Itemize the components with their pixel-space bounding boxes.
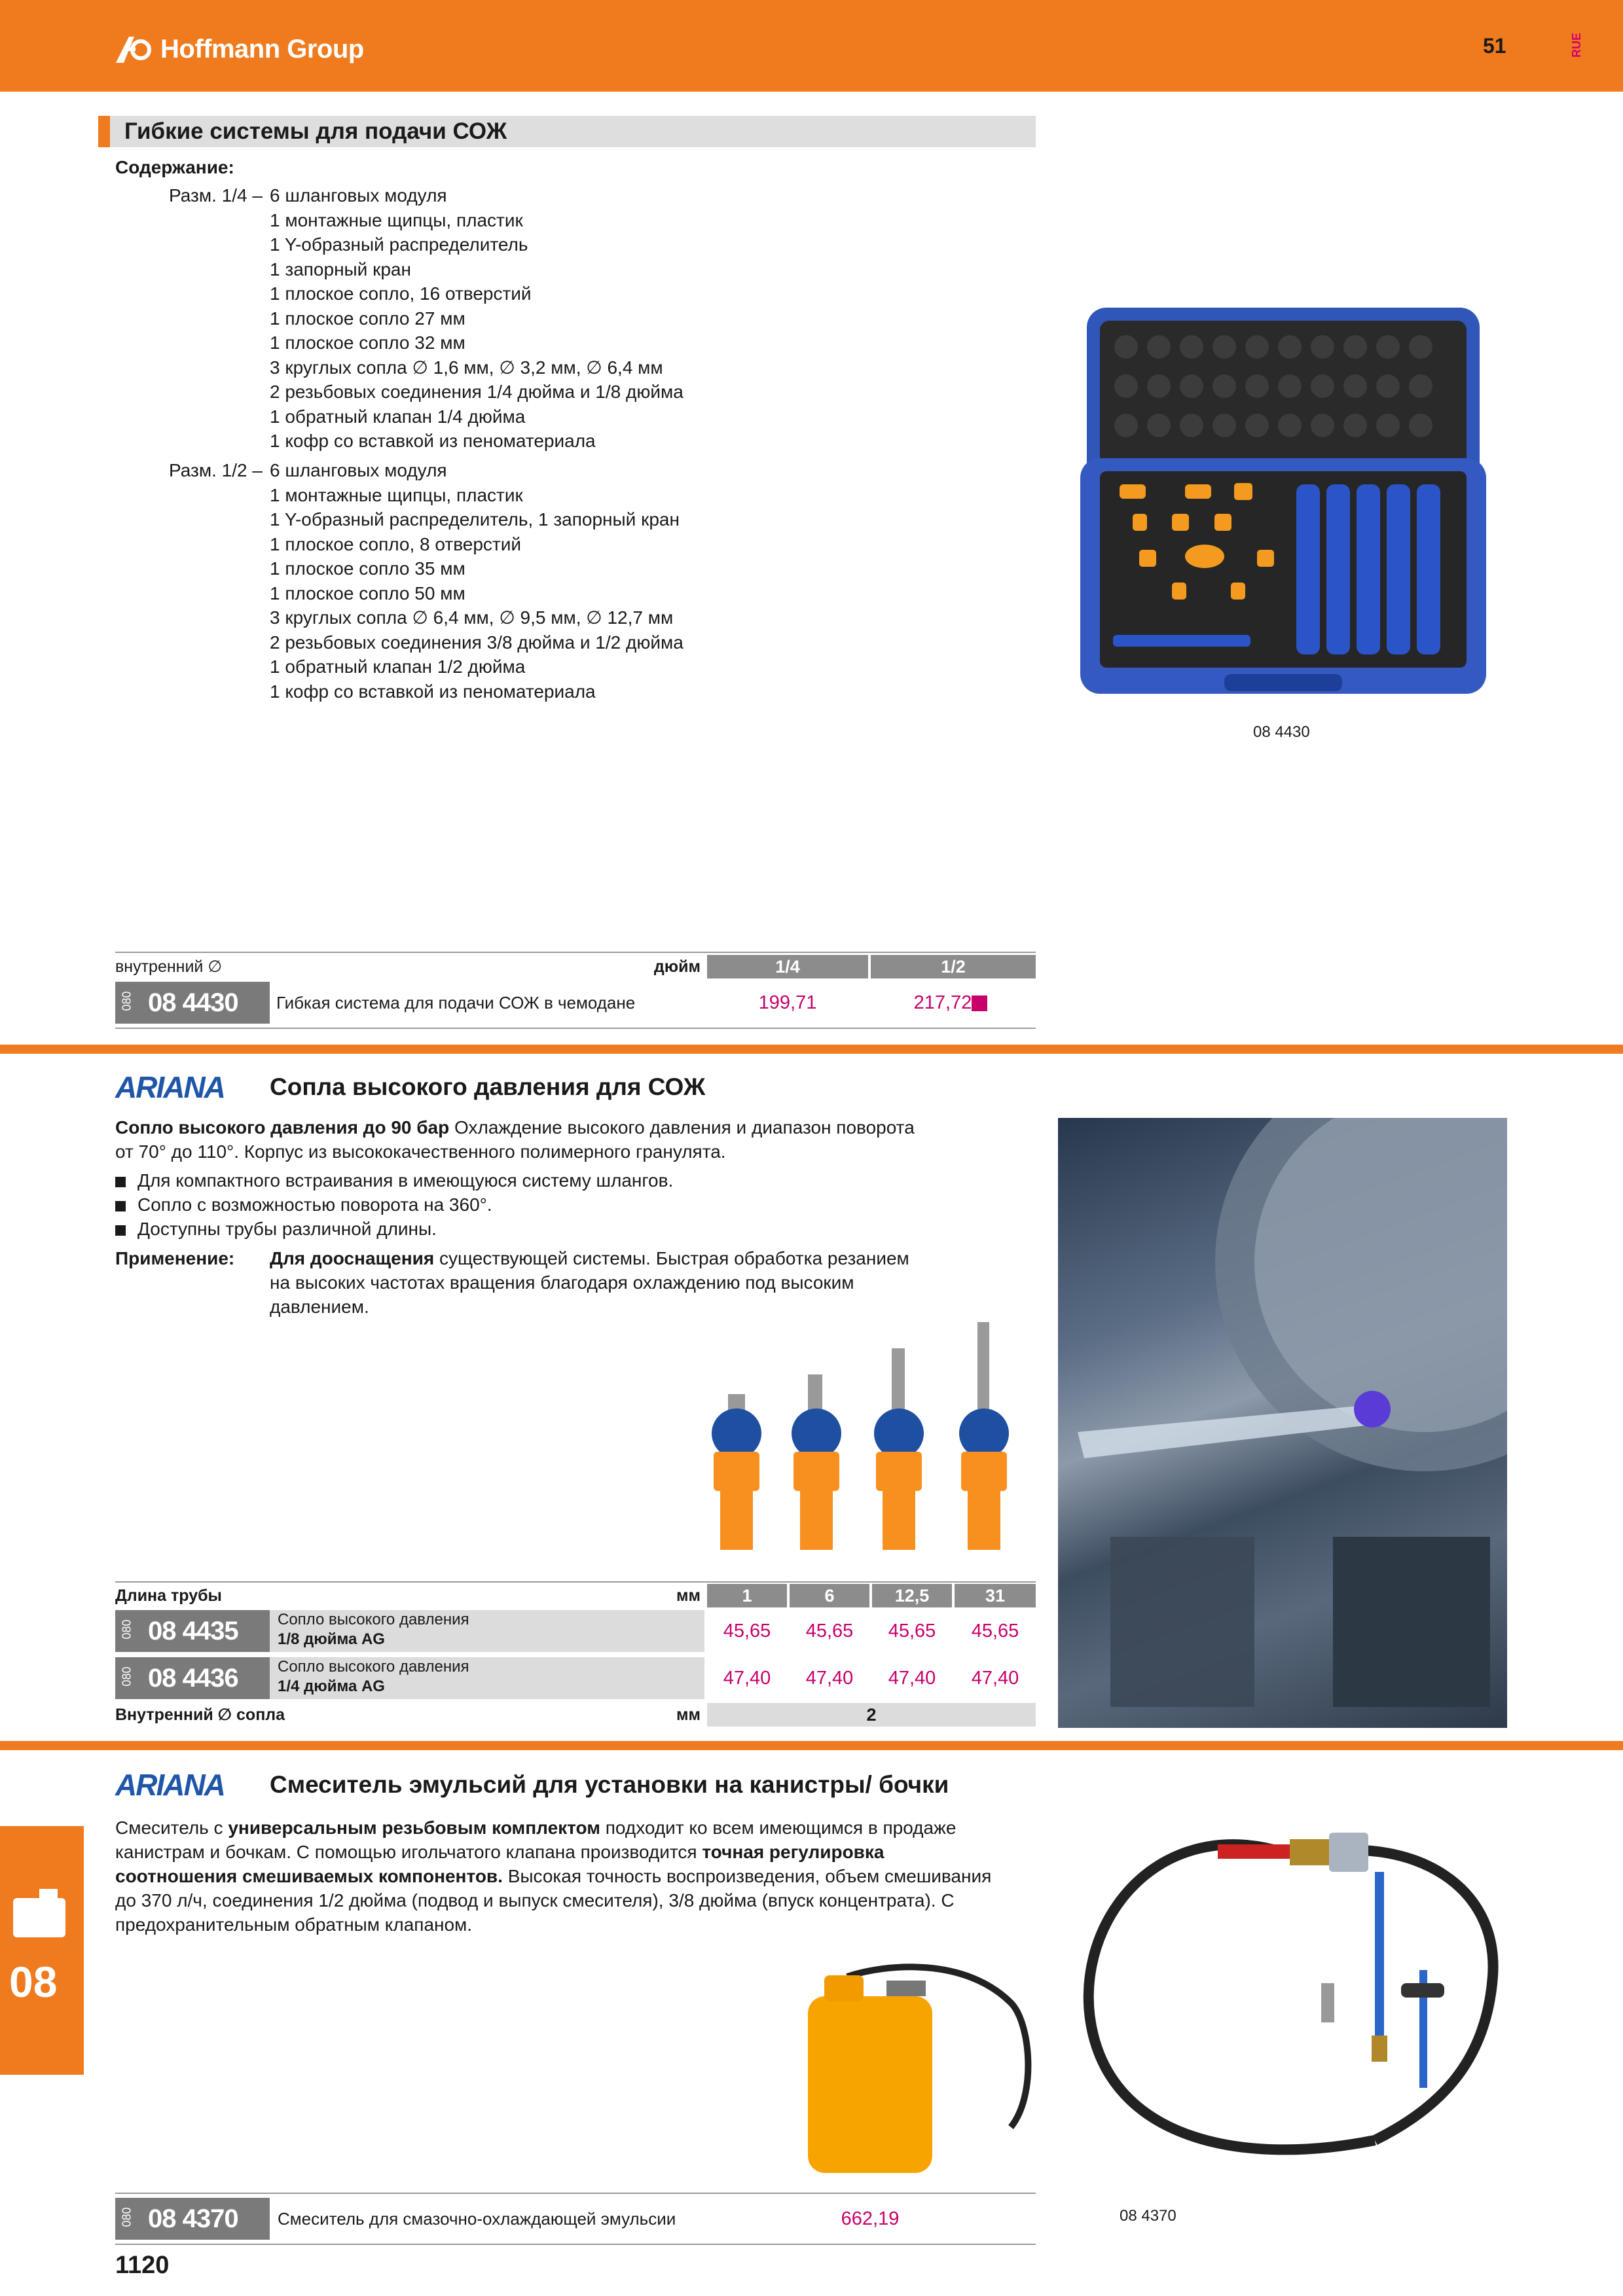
- order-number: 08 4370: [148, 2204, 238, 2233]
- section3-title: Смеситель эмульсий для установки на канистры/ бочки: [270, 1771, 949, 1798]
- col-header: 12,5: [872, 1584, 952, 1607]
- list-item: 1 плоское сопло 50 мм: [270, 583, 465, 603]
- unit-label: мм: [676, 1586, 701, 1605]
- col-header: 31: [955, 1584, 1036, 1607]
- size1-list: [270, 183, 684, 454]
- price-cell: 47,40: [723, 1667, 771, 1689]
- unit-label: дюйм: [653, 957, 701, 976]
- section3-paragraph-line: предохранительным обратным клапаном.: [115, 1914, 473, 1935]
- col-header: 1: [707, 1584, 787, 1607]
- price-cell: 47,40: [888, 1667, 936, 1689]
- product-image-mixer: [1074, 1826, 1519, 2193]
- bullet-icon: [115, 1201, 126, 1211]
- application-bold: Для дооснащения: [270, 1248, 435, 1268]
- title-accent: [98, 116, 110, 147]
- table-rule: [115, 2244, 1036, 2245]
- col-header: 1/2: [871, 955, 1036, 978]
- product-image-case: [1074, 288, 1493, 707]
- bullet-item: [115, 1168, 673, 1193]
- list-item: 1 плоское сопло, 8 отверстий: [270, 533, 522, 554]
- list-item: 1 Y-образный распределитель, 1 запорный кран: [270, 509, 680, 529]
- footer-value: 2: [707, 1703, 1036, 1727]
- ariana-logo: ARIANA: [115, 1768, 225, 1802]
- product-description: [278, 1610, 670, 1652]
- intro-rest: Охлаждение высокого давления и диапазон поворота: [449, 1117, 915, 1138]
- table2-footer-row: [115, 1703, 707, 1727]
- hoffmann-logo-icon: [115, 34, 154, 64]
- application-rest: существующей системы. Быстрая обработка резанием: [434, 1248, 909, 1268]
- bullet-icon: [115, 1225, 126, 1236]
- text-run: подходит ко всем имеющимся в продаже: [600, 1818, 957, 1838]
- text-run: канистрам и бочкам. С помощью игольчатого клапана производится: [115, 1842, 702, 1862]
- language-code: RUE: [1570, 32, 1583, 58]
- list-item: 1 плоское сопло, 16 отверстий: [270, 283, 532, 304]
- list-item: 6 шланговых модуля: [270, 185, 447, 206]
- price-cell: 47,40: [971, 1667, 1019, 1689]
- bullet-text: Для компактного встраивания в имеющуюся систему шлангов.: [137, 1170, 674, 1191]
- list-item: 1 плоское сопло 27 мм: [270, 308, 465, 329]
- price-cell: 45,65: [888, 1620, 936, 1641]
- application-text: [270, 1246, 909, 1271]
- price-cell: 662,19: [841, 2208, 900, 2229]
- table-rule: [115, 1581, 1036, 1583]
- section-title-bar: [98, 116, 1036, 147]
- chapter-number: 08: [9, 1958, 58, 2006]
- text-run: точная регулировка: [702, 1842, 884, 1862]
- contents-label: Содержание:: [115, 157, 234, 177]
- section2-title: Сопла высокого давления для СОЖ: [270, 1073, 706, 1100]
- list-item: 1 монтажные щипцы, пластик: [270, 484, 523, 505]
- list-item: 1 обратный клапан 1/2 дюйма: [270, 656, 526, 677]
- list-item: 3 круглых сопла ∅ 1,6 мм, ∅ 3,2 мм, ∅ 6,4 мм: [270, 357, 663, 378]
- size2-list: [270, 458, 684, 704]
- intro-line2: от 70° до 110°. Корпус из высококачественного полимерного гранулята.: [115, 1141, 726, 1162]
- application-line3: давлением.: [270, 1297, 369, 1317]
- bullet-icon: [115, 1177, 126, 1187]
- desc-line: 1/4 дюйма AG: [278, 1677, 385, 1695]
- list-item: 1 обратный клапан 1/4 дюйма: [270, 406, 526, 427]
- price-cell: 45,65: [971, 1620, 1019, 1641]
- product-description: Гибкая система для подачи СОЖ в чемодане: [276, 992, 636, 1013]
- order-number: 08 4430: [148, 988, 238, 1017]
- intro-bold: Сопло высокого давления до 90 бар: [115, 1117, 450, 1138]
- product-description: Смеситель для смазочно-охлаждающей эмульсии: [278, 2208, 676, 2229]
- list-item: 1 кофр со вставкой из пеноматериала: [270, 681, 596, 702]
- price-cell: 47,40: [805, 1667, 854, 1689]
- list-item: 3 круглых сопла ∅ 6,4 мм, ∅ 9,5 мм, ∅ 12,7 мм: [270, 607, 674, 628]
- product-image-canister: [795, 1964, 1044, 2173]
- table-rule: [115, 1028, 1036, 1029]
- table2-header-row: [115, 1584, 707, 1607]
- section3-paragraph-line: до 370 л/ч, соединения 1/2 дюйма (подвод и выпуск смесителя), 3/8 дюйма (впуск концентрата). С: [115, 1890, 955, 1910]
- list-item: 1 запорный кран: [270, 259, 411, 279]
- order-number-box: [115, 2198, 270, 2240]
- order-number-box: [115, 1610, 270, 1652]
- desc-line: Сопло высокого давления: [278, 1611, 469, 1628]
- chapter-side-tab: [0, 1826, 84, 2075]
- product-image-nozzles: [701, 1309, 1054, 1571]
- brand-name: Hoffmann Group: [160, 34, 364, 63]
- size1-label: Разм. 1/4 –: [169, 185, 263, 206]
- col-header: 6: [790, 1584, 869, 1607]
- image-caption-084430: 08 4430: [1253, 723, 1310, 741]
- price-cell: 217,72: [913, 992, 972, 1013]
- page-number-bottom: 1120: [115, 2251, 170, 2279]
- brand-logo: [115, 33, 364, 65]
- order-prefix: 080: [120, 1619, 134, 1639]
- bullet-text: Доступны трубы различной длины.: [137, 1219, 437, 1239]
- desc-line: 1/8 дюйма AG: [278, 1630, 385, 1648]
- param-label: Длина трубы: [115, 1586, 222, 1605]
- table-rule: [115, 2193, 1036, 2194]
- section-divider: [0, 1045, 1623, 1054]
- order-number-box: [115, 1657, 270, 1699]
- bullet-text: Сопло с возможностью поворота на 360°.: [137, 1194, 492, 1215]
- price-cell: 45,65: [805, 1620, 854, 1641]
- order-prefix: 080: [120, 1666, 134, 1686]
- text-run: Смеситель с: [115, 1818, 228, 1838]
- section1-title: Гибкие системы для подачи СОЖ: [124, 118, 507, 144]
- order-prefix: 080: [120, 2206, 134, 2227]
- application-label: Применение:: [115, 1248, 235, 1268]
- desc-line: Сопло высокого давления: [278, 1658, 469, 1676]
- list-item: 2 резьбовых соединения 3/8 дюйма и 1/2 дюйма: [270, 632, 684, 653]
- text-run: Высокая точность воспроизведения, объем смешивания: [502, 1866, 992, 1886]
- param-label: внутренний ∅: [115, 958, 223, 976]
- size2-label: Разм. 1/2 –: [169, 460, 263, 480]
- order-number-box: [115, 982, 270, 1024]
- list-item: 1 Y-образный распределитель: [270, 234, 528, 255]
- order-number: 08 4435: [148, 1616, 238, 1645]
- list-item: 1 плоское сопло 35 мм: [270, 558, 465, 579]
- bullet-item: [115, 1193, 492, 1217]
- image-caption-084370: 08 4370: [1120, 2207, 1176, 2225]
- list-item: 1 кофр со вставкой из пеноматериала: [270, 431, 596, 451]
- price-cell: 45,65: [723, 1620, 771, 1641]
- new-marker-icon: [972, 996, 987, 1011]
- list-item: 2 резьбовых соединения 1/4 дюйма и 1/8 дюйма: [270, 382, 684, 402]
- section3-paragraph-line: [115, 1840, 884, 1865]
- bullet-item: [115, 1217, 437, 1242]
- application-line2: на высоких частотах вращения благодаря охлаждению под высоким: [270, 1272, 854, 1293]
- ariana-logo: ARIANA: [115, 1070, 225, 1104]
- text-run: соотношения смешиваемых компонентов.: [115, 1866, 503, 1886]
- section3-paragraph-line: [115, 1864, 991, 1889]
- list-item: 6 шланговых модуля: [270, 460, 447, 480]
- product-photo-machining: [1058, 1118, 1507, 1728]
- table-rule: [115, 952, 1036, 953]
- order-number: 08 4436: [148, 1663, 238, 1693]
- product-description: [278, 1657, 670, 1699]
- table1-header-row: [115, 955, 707, 978]
- page-number-top: 51: [1483, 34, 1506, 58]
- section3-paragraph-line: [115, 1816, 956, 1840]
- section-divider: [0, 1741, 1623, 1750]
- list-item: 1 монтажные щипцы, пластик: [270, 209, 523, 230]
- price-cell: 199,71: [758, 992, 817, 1013]
- footer-unit: мм: [676, 1705, 701, 1724]
- order-prefix: 080: [120, 990, 134, 1011]
- col-header: 1/4: [707, 955, 868, 978]
- text-run: универсальным резьбовым комплектом: [228, 1818, 600, 1838]
- list-item: 1 плоское сопло 32 мм: [270, 332, 465, 353]
- footer-label: Внутренний ∅ сопла: [115, 1706, 285, 1724]
- section2-intro: [115, 1115, 915, 1140]
